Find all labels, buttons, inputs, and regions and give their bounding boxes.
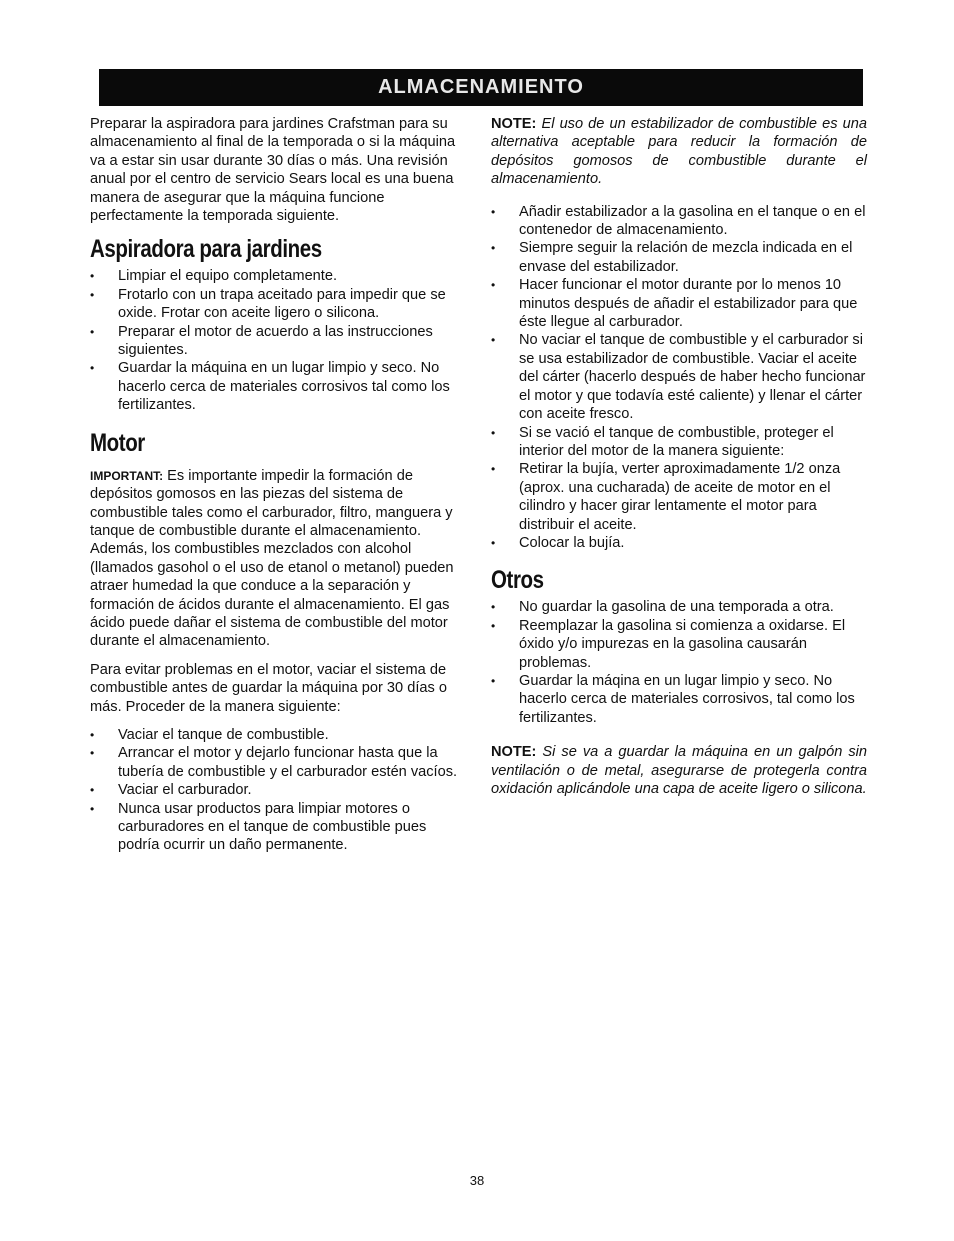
- important-text: Es importante impedir la formación de depósitos gomosos en las piezas del sistema de combustible tales como el carburador, filtro, manguera y tanque de combustible durante el almacenamiento. Además, los combustibles mezclados con alcohol (llamados gasohol o el uso de etanol o metanol) pueden atraer humedad la que conduce a la separación y formación de ácidos durante el almacenamiento. El gas ácido puede dañar el sistema de combustible del motor durante el almacenamiento.: [90, 467, 454, 650]
- page-number: 38: [469, 1173, 485, 1188]
- list-item: • Vaciar el tanque de combustible.: [90, 726, 465, 744]
- list-item: • Arrancar el motor y dejarlo funcionar hasta que la tubería de combustible y el carburador estén vacíos.: [90, 744, 465, 781]
- list-item: • Nunca usar productos para limpiar motores o carburadores en el tanque de combustible pues podría ocurrir un daño permanente.: [90, 800, 465, 855]
- list-otros: [491, 598, 867, 727]
- list-item: • Guardar la máquina en un lugar limpio y seco. No hacerlo cerca de materiales corrosivos tal como los fertilizantes.: [90, 359, 465, 414]
- motor-paragraph: Para evitar problemas en el motor, vaciar el sistema de combustible antes de guardar la máquina por 30 días o más. Proceder de la manera siguiente:: [90, 661, 447, 715]
- list-stabilizer: [491, 203, 867, 553]
- list-motor: [90, 726, 465, 855]
- list-item: • Siempre seguir la relación de mezcla indicada en el envase del estabilizador.: [491, 239, 867, 276]
- heading-motor: Motor: [90, 428, 145, 457]
- note-text: El uso de un estabilizador de combustible es una alternativa aceptable para reducir la formación de depósitos gomosos de combustible durante el almacenamiento.: [491, 116, 867, 188]
- left-column: [90, 115, 465, 865]
- note-label: NOTE:: [491, 744, 537, 761]
- note-text: Si se va a guardar la máquina en un galpón sin ventilación o de metal, asegurarse de protegerla contra oxidación aplicándole una capa de aceite ligero o silicona.: [491, 744, 867, 797]
- list-aspiradora: [90, 267, 465, 414]
- section-banner: ALMACENAMIENTO: [99, 69, 863, 106]
- list-item: • Añadir estabilizador a la gasolina en el tanque o en el contenedor de almacenamiento.: [491, 203, 867, 240]
- note-storage: [491, 743, 867, 798]
- list-item: • No guardar la gasolina de una temporada a otra.: [491, 598, 867, 616]
- note-stabilizer: [491, 115, 867, 189]
- note-label: NOTE:: [491, 116, 537, 132]
- list-item: • Reemplazar la gasolina si comienza a oxidarse. El óxido y/o impurezas en la gasolina causarán problemas.: [491, 617, 867, 672]
- list-item: • Hacer funcionar el motor durante por lo menos 10 minutos después de añadir el estabilizador para que éste llegue al carburador.: [491, 276, 867, 331]
- list-item: • Si se vació el tanque de combustible, proteger el interior del motor de la manera siguiente:: [491, 424, 867, 461]
- list-item: • Limpiar el equipo completamente.: [90, 267, 465, 285]
- list-item: • Preparar el motor de acuerdo a las instrucciones siguientes.: [90, 323, 465, 360]
- list-item: • Frotarlo con un trapa aceitado para impedir que se oxide. Frotar con aceite ligero o silicona.: [90, 286, 465, 323]
- list-item: • Retirar la bujía, verter aproximadamente 1/2 onza (aprox. una cucharada) de aceite de motor en el cilindro y hacer girar lentamente el motor para distribuir el aceite.: [491, 460, 867, 534]
- heading-aspiradora: Aspiradora para jardines: [90, 235, 322, 264]
- heading-otros: Otros: [491, 566, 544, 595]
- important-label: IMPORTANT:: [90, 468, 164, 483]
- list-item: • Guardar la máqina en un lugar limpio y seco. No hacerlo cerca de materiales corrosivos, tal como los fertilizantes.: [491, 672, 867, 727]
- list-item: • Colocar la bujía.: [491, 534, 867, 552]
- list-item: • No vaciar el tanque de combustible y el carburador si se usa estabilizador de combustible. Vaciar el aceite del cárter (hacerlo después de haber hecho funcionar el motor y que todavía esté caliente) y llenar el cárter con aceite fresco.: [491, 331, 867, 423]
- list-item: • Vaciar el carburador.: [90, 781, 465, 799]
- right-column: [491, 115, 867, 808]
- intro-paragraph: Preparar la aspiradora para jardines Crafstman para su almacenamiento al final de la temporada o si la máquina va a estar sin usar durante 30 días o más. Una revisión anual por el centro de servicio Sears local es una buena manera de asegurar que la máquina funcione perfectamente la temporada siguiente.: [90, 116, 456, 225]
- important-paragraph: [90, 467, 465, 651]
